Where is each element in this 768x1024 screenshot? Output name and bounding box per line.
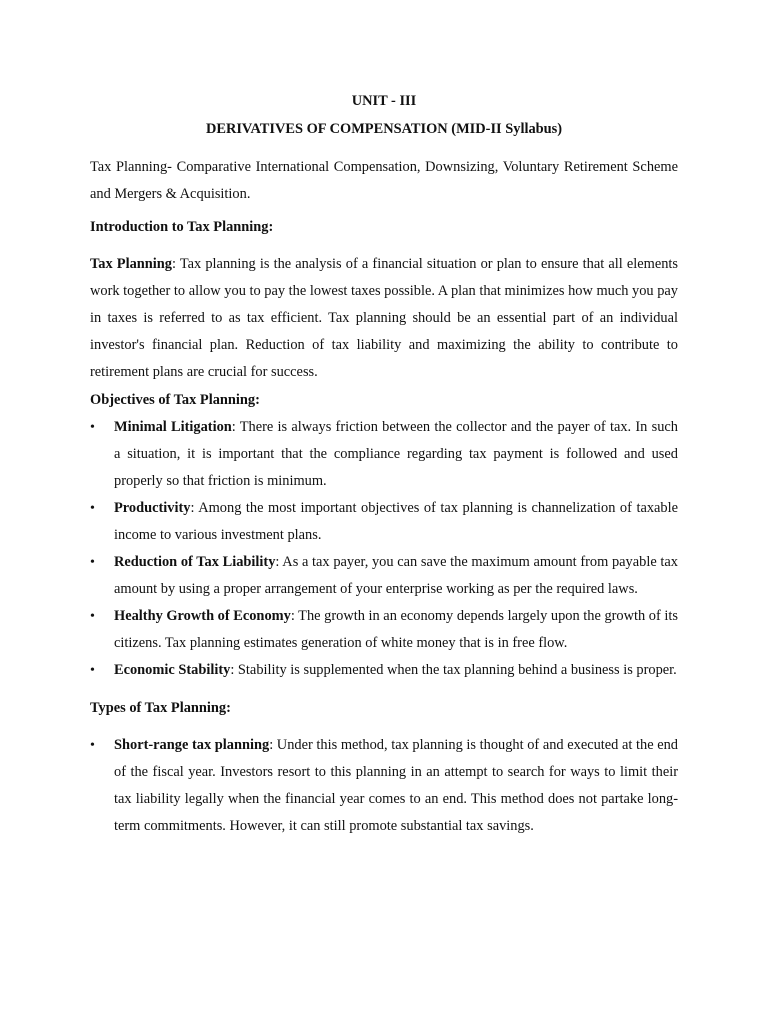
- intro-heading: Introduction to Tax Planning:: [90, 219, 274, 235]
- unit-title: UNIT - III: [351, 93, 417, 109]
- objectives-heading: Objectives of Tax Planning:: [90, 392, 260, 408]
- bullet-icon: •: [90, 555, 95, 570]
- list-item: [90, 549, 678, 603]
- definition-term: Tax Planning: [90, 256, 172, 272]
- list-item-text: : As a tax payer, you can save the maximum amount from payable tax amount by using a proper arrangement of your enterprise working as per the required laws.: [114, 554, 678, 597]
- list-item-text: : Among the most important objectives of tax planning is channelization of taxable income to various investment plans.: [114, 500, 678, 543]
- objectives-list: [90, 414, 678, 684]
- list-item-term: Minimal Litigation: [114, 419, 232, 435]
- bullet-icon: •: [90, 501, 95, 516]
- bullet-icon: •: [90, 738, 95, 753]
- definition-paragraph: [90, 251, 678, 386]
- list-item-text: : There is always friction between the collector and the payer of tax. In such a situation, it is important that the compliance regarding tax payment is followed and used properly so that friction is minimum.: [114, 419, 678, 489]
- list-item-text: : The growth in an economy depends largely upon the growth of its citizens. Tax planning estimates generation of white money that is in free flow.: [114, 608, 678, 651]
- list-item: [90, 495, 678, 549]
- definition-text: : Tax planning is the analysis of a financial situation or plan to ensure that all elements work together to allow you to pay the lowest taxes possible. A plan that minimizes how much you pay in taxes is referred to as tax efficient. Tax planning should be an essential part of an individual investor's financial plan. Reduction of tax liability and maximizing the ability to contribute to retirement plans are crucial for success.: [90, 256, 679, 380]
- list-item-term: Economic Stability: [114, 662, 231, 678]
- document-title: DERIVATIVES OF COMPENSATION (MID-II Syllabus): [205, 121, 563, 137]
- types-heading: Types of Tax Planning:: [90, 700, 231, 716]
- list-item-term: Short-range tax planning: [114, 737, 270, 753]
- document-content: [90, 91, 678, 854]
- list-item: [90, 657, 678, 684]
- list-item-text: : Under this method, tax planning is thought of and executed at the end of the fiscal year. Investors resort to this planning in an attempt to search for ways to limit their tax liability legally when the financial year comes to an end. This method does not partake long-term commitments. However, it can still promote substantial tax savings.: [114, 737, 678, 834]
- bullet-icon: •: [90, 663, 95, 678]
- bullet-icon: •: [90, 609, 95, 624]
- bullet-icon: •: [90, 420, 95, 435]
- list-item-term: Productivity: [114, 500, 191, 516]
- intro-paragraph: Tax Planning- Comparative International Compensation, Downsizing, Voluntary Retirement Scheme and Mergers & Acquisition.: [90, 159, 678, 202]
- list-item: [90, 732, 678, 840]
- list-item-text: : Stability is supplemented when the tax planning behind a business is proper.: [230, 662, 677, 678]
- list-item-term: Healthy Growth of Economy: [114, 608, 291, 624]
- list-item: [90, 603, 678, 657]
- types-list: [90, 732, 678, 840]
- list-item-term: Reduction of Tax Liability: [114, 554, 276, 570]
- list-item: [90, 414, 678, 495]
